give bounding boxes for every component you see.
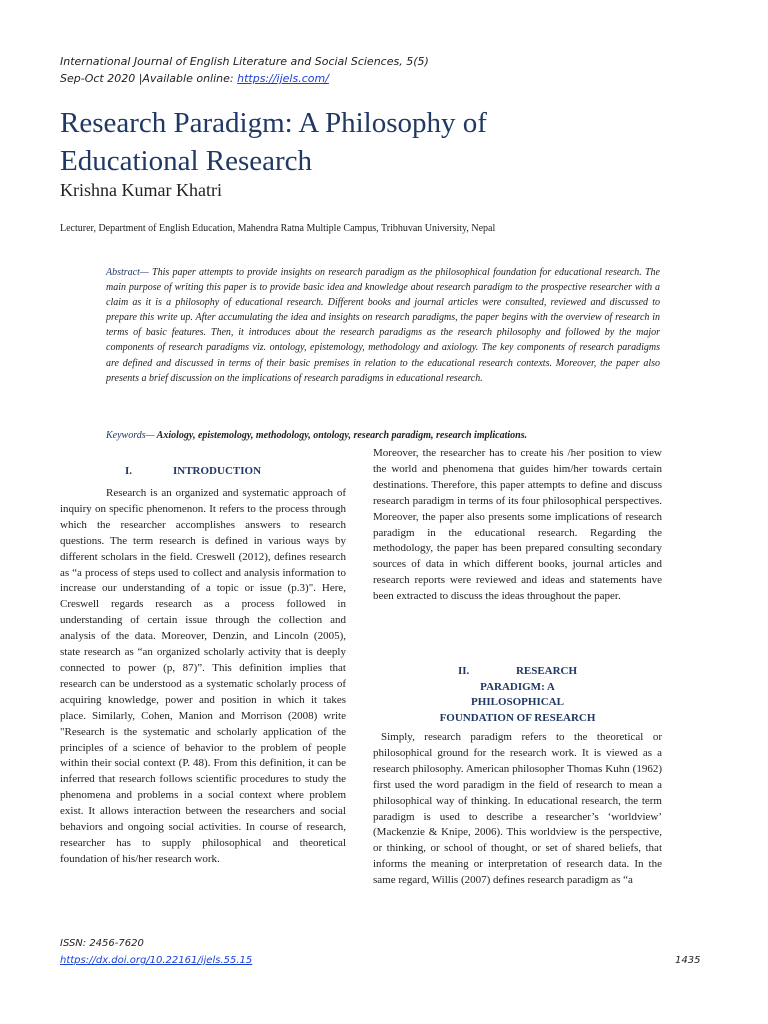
doi-link[interactable]: https://dx.doi.org/10.22161/ijels.55.15 xyxy=(60,955,253,966)
section-2-heading-line-4: FOUNDATION OF RESEARCH xyxy=(439,711,596,724)
section-2-heading xyxy=(373,664,662,726)
section-2-heading-line-3: PHILOSOPHICAL xyxy=(471,696,564,708)
section-2-heading-line-1 xyxy=(373,664,662,680)
availability-line xyxy=(60,72,329,85)
section-2-title-part-1: RESEARCH xyxy=(515,665,578,677)
author-name: Krishna Kumar Khatri xyxy=(60,180,222,200)
keywords-label: Keywords— xyxy=(106,430,155,441)
section-2-body xyxy=(373,730,662,889)
journal-citation: International Journal of English Literature and Social Sciences, 5(5) xyxy=(60,55,429,68)
paper-title-line-2: Educational Research xyxy=(60,145,313,177)
section-1-title: INTRODUCTION xyxy=(173,465,262,477)
right-column-continuation xyxy=(373,446,662,605)
section-2-number: II. xyxy=(457,665,470,677)
section-1-number: I. xyxy=(125,465,133,477)
introduction-paragraph-continued: Moreover, the researcher has to create his /her position to view the world and phenomena that guides him/her towards certain destinations. Therefore, this paper attempts to define and discuss research paradigm in terms of its four philosophical perspectives. Moreover, the paper also presents some implications of research paradigm in the educational research. Regarding the methodology, the paper has been prepared consulting secondary sources of data in which different books, journal articles and research reports were reviewed and ideas and statements have been extracted to discuss the ideas throughout the paper. xyxy=(373,447,662,603)
introduction-paragraph: Research is an organized and systematic approach of inquiry on specific phenomenon. It refers to the process through which the researcher accomplishes answers to research questions. The term research is defined in various ways by different scholars in the field. Creswell (2012), defines research as “a process of steps used to collect and analysis information to increase our understanding of a topic or issue (p.3)". Here, Creswell regards research as a process followed in understanding of certain issue through the collection and analysis of the data. Moreover, Denzin, and Lincoln (2005), state research as “an organized scholarly activity that is deeply connected to power (p, 87)”. This definition implies that research can be understood as a systematic scholarly process of acquiring knowledge, power and position in which it takes place. Similarly, Cohen, Manion and Morrison (2008) write "Research is the systematic and scholarly application of the principles of a science of behavior to the problem of people within their social context (P. 48). From this definition, it can be inferred that research follows scientific procedures to study the phenomena and problems in a social context where problem exist. It allows interaction between the researchers and social behaviors and ongoing social activities. In course of research, researcher has to supply philosophical and theoretical foundation of his/her research work. xyxy=(60,487,346,865)
page-number: 1435 xyxy=(675,955,701,966)
abstract-text: This paper attempts to provide insights on research paradigm as the philosophical foundation for educational research. The main purpose of writing this paper is to provide basic idea and knowledge about research paradigm to the prospective researcher with a claim as it is a philosophy of educational research. Different books and journal articles were consulted, reviewed and discussed to prepare this write up. After accumulating the idea and insights on research paradigms, the paper begins with the overview of research in terms of basic features. Then, it introduces about the research paradigms as the research philosophy and followed by the major components of research paradigms viz. ontology, epistemology, methodology and axiology. The key components of research paradigms are defined and discussed in terms of their basic premises in relation to the educational research contexts. Moreover, the paper also presents a brief discussion on the implications of research paradigms in educational research. xyxy=(106,267,660,384)
keywords-text: Axiology, epistemology, methodology, ontology, research paradigm, research implications. xyxy=(154,430,528,441)
section-2-heading-line-2: PARADIGM: A xyxy=(480,680,555,693)
section-1-heading xyxy=(125,465,261,477)
research-paradigm-paragraph: Simply, research paradigm refers to the theoretical or philosophical ground for the research work. It is viewed as a research philosophy. American philosopher Thomas Kuhn (1962) first used the word paradigm in the field of research to mean a philosophical way of thinking. In educational research, the term paradigm is used to describe a researcher’s ‘worldview’ (Mackenzie & Knipe, 2006). This worldview is the perspective, or thinking, or school of thought, or set of shared beliefs, that informs the meaning or interpretation of research data. In the same regard, Willis (2007) defines research paradigm as “a xyxy=(373,731,662,887)
issn: ISSN: 2456-7620 xyxy=(60,938,144,949)
availability-prefix: Sep-Oct 2020 |Available online: xyxy=(60,72,238,85)
paper-title xyxy=(60,104,720,180)
keywords xyxy=(106,430,660,441)
author-affiliation: Lecturer, Department of English Education, Mahendra Ratna Multiple Campus, Tribhuvan University, Nepal xyxy=(60,223,496,234)
abstract xyxy=(106,265,660,386)
left-column xyxy=(60,486,346,868)
abstract-label: Abstract— xyxy=(106,267,149,278)
paper-title-line-1: Research Paradigm: A Philosophy of xyxy=(60,107,487,139)
journal-url-link[interactable]: https://ijels.com/ xyxy=(237,72,329,85)
